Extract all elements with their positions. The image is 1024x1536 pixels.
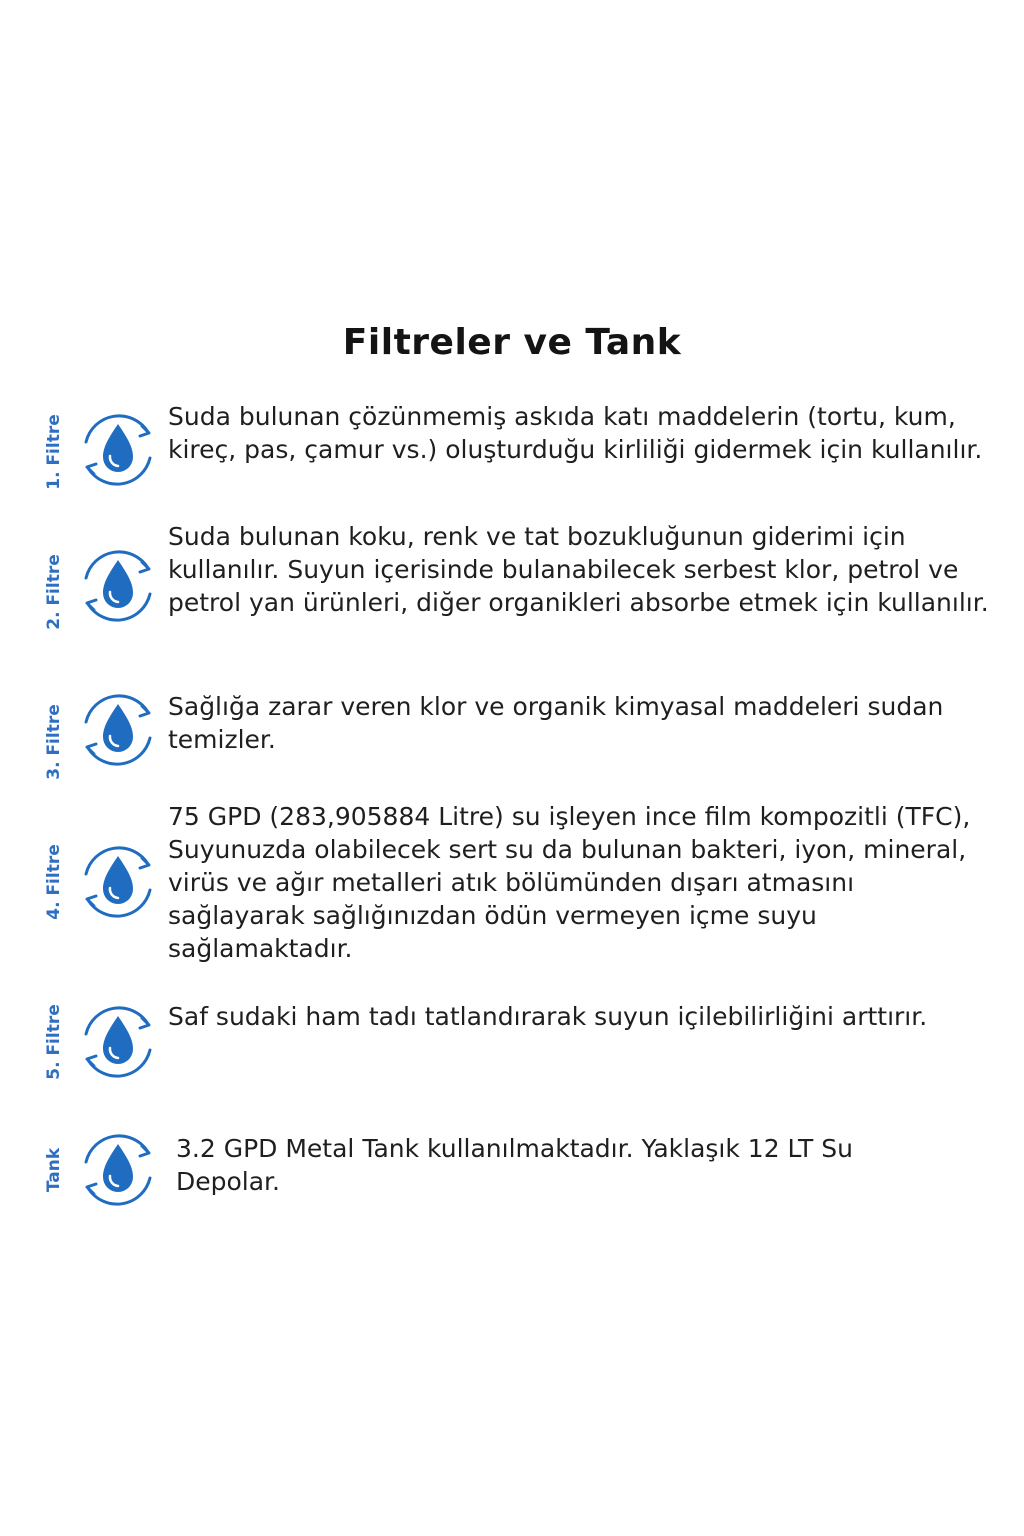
filter-side-label [30, 1146, 78, 1194]
filter-side-label [30, 844, 78, 920]
filter-side-label [30, 554, 78, 630]
filter-label: 3. Filtre [44, 704, 65, 780]
filter-side-label [30, 414, 78, 490]
filter-description: Sağlığa zarar veren klor ve organik kimyasal maddeleri sudan temizler. [168, 692, 944, 754]
filter-label: 4. Filtre [44, 844, 65, 920]
water-drop-cycle-icon [72, 996, 164, 1088]
filter-item-2 [30, 520, 1000, 660]
filter-item-4 [30, 800, 1000, 970]
water-drop-cycle-icon [72, 540, 164, 632]
page-title: Filtreler ve Tank [342, 322, 682, 363]
filter-label: 1. Filtre [44, 414, 65, 490]
filter-description: Suda bulunan çözünmemiş askıda katı maddelerin (tortu, kum, kireç, pas, çamur vs.) oluşturduğu kirliliği gidermek için kullanılır. [168, 402, 983, 464]
water-drop-cycle-icon [72, 404, 164, 496]
filter-item-1 [30, 400, 1000, 500]
tank-description: 3.2 GPD Metal Tank kullanılmaktadır. Yaklaşık 12 LT Su Depolar. [176, 1134, 853, 1196]
filter-label: Tank [43, 1147, 64, 1193]
filter-label: 2. Filtre [44, 554, 65, 630]
filter-label: 5. Filtre [44, 1004, 65, 1080]
filter-description: Suda bulunan koku, renk ve tat bozukluğunun giderimi için kullanılır. Suyun içerisinde bulanabilecek serbest klor, petrol ve petrol yan ürünleri, diğer organikleri absorbe etmek için kullanılır. [168, 522, 989, 617]
filter-item-3 [30, 690, 1000, 780]
water-drop-cycle-icon [72, 836, 164, 928]
water-drop-cycle-icon [72, 684, 164, 776]
water-drop-cycle-icon [72, 1124, 164, 1216]
filter-side-label [30, 704, 78, 780]
filter-side-label [30, 1004, 78, 1080]
filter-description: 75 GPD (283,905884 Litre) su işleyen ince film kompozitli (TFC), Suyunuzda olabilecek sert su da bulunan bakteri, iyon, mineral, virüs ve ağır metalleri atık bölümünden dışarı atmasını sağlayarak sağlığınızdan ödün vermeyen içme suyu sağlamaktadır. [168, 802, 971, 963]
filter-item-5 [30, 1000, 1000, 1090]
filter-description: Saf sudaki ham tadı tatlandırarak suyun içilebilirliğini arttırır. [168, 1002, 928, 1031]
tank-item [30, 1130, 1000, 1220]
